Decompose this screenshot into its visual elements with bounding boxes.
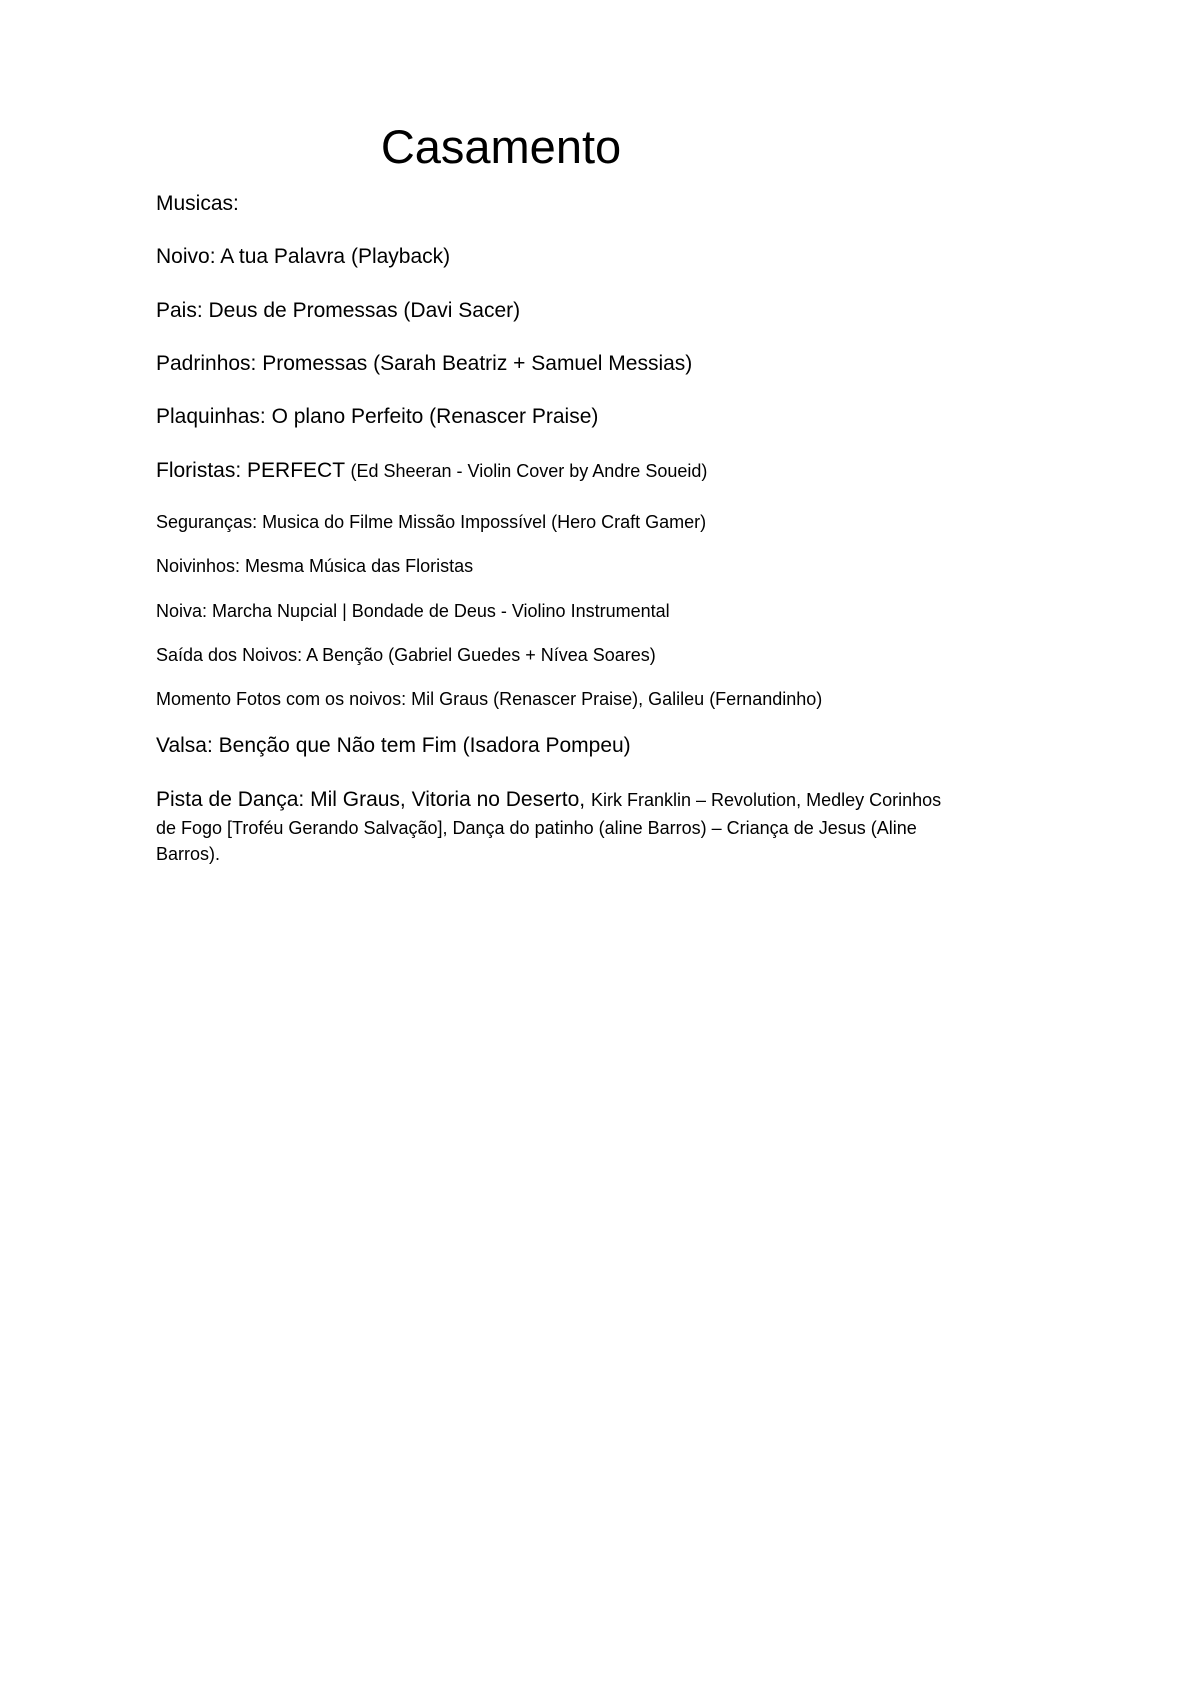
line-valsa: Valsa: Benção que Não tem Fim (Isadora Pompeu) xyxy=(156,733,631,757)
line-floristas-rest: (Ed Sheeran - Violin Cover by Andre Soueid) xyxy=(350,460,708,481)
line-momento-fotos: Momento Fotos com os noivos: Mil Graus (Renascer Praise), Galileu (Fernandinho) xyxy=(156,689,823,710)
line-plaquinhas: Plaquinhas: O plano Perfeito (Renascer Praise) xyxy=(156,405,599,429)
page-title: Casamento xyxy=(380,120,622,173)
line-pais: Pais: Deus de Promessas (Davi Sacer) xyxy=(156,298,521,322)
pista-de-danca-lead: Pista de Dança: Mil Graus, Vitoria no Deserto, xyxy=(156,787,591,811)
line-floristas-lead: Floristas: PERFECT xyxy=(156,458,351,482)
line-noivinhos: Noivinhos: Mesma Música das Floristas xyxy=(156,556,474,577)
line-segurancas: Seguranças: Musica do Filme Missão Impossível (Hero Craft Gamer) xyxy=(156,512,707,533)
paragraph-pista-de-danca xyxy=(156,785,956,868)
line-floristas xyxy=(156,457,1056,485)
pista-de-danca-rest: Kirk Franklin – Revolution, Medley Corinhos de Fogo [Troféu Gerando Salvação], Dança do patinho (aline Barros) – Criança de Jesus (Aline Barros). xyxy=(156,789,942,865)
line-saida-dos-noivos: Saída dos Noivos: A Benção (Gabriel Guedes + Nívea Soares) xyxy=(156,645,656,665)
line-noiva: Noiva: Marcha Nupcial | Bondade de Deus - Violino Instrumental xyxy=(156,600,670,621)
document-body xyxy=(156,120,1056,868)
line-padrinhos: Padrinhos: Promessas (Sarah Beatriz + Samuel Messias) xyxy=(156,352,693,376)
line-noivo: Noivo: A tua Palavra (Playback) xyxy=(156,245,451,269)
line-musicas-heading: Musicas: xyxy=(156,192,239,216)
